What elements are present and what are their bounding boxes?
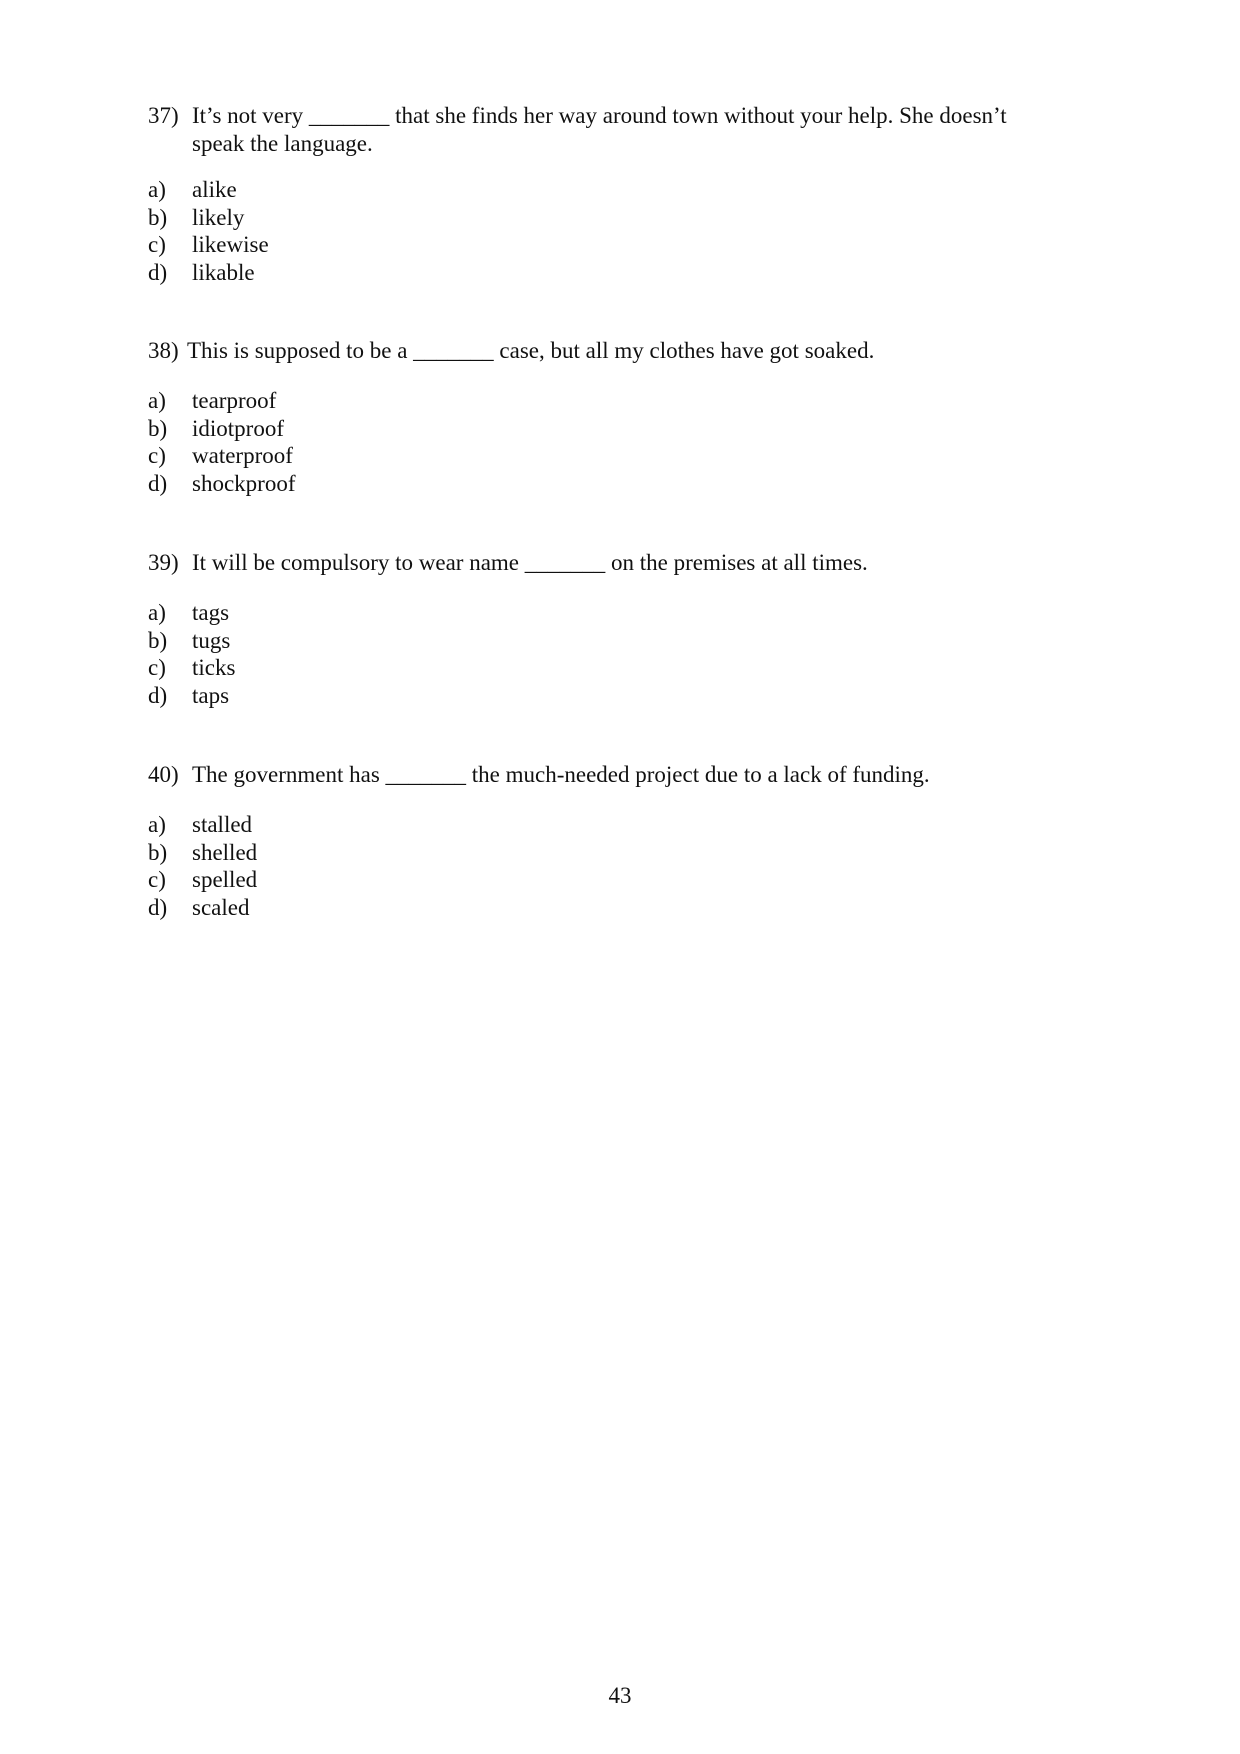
option-c[interactable] [148,442,1068,470]
option-text: tearproof [192,388,277,413]
question-stem [148,337,1068,365]
question-text: It’s not very _______ that she finds her way around town without your help. She doesn’t [192,103,1007,128]
option-text: stalled [192,812,253,837]
options-list [148,599,1068,709]
option-letter: c) [148,655,166,680]
option-a[interactable] [148,176,1068,204]
question-stem [148,761,1068,789]
option-letter: d) [148,894,168,920]
option-letter: b) [148,415,168,441]
question-number: 38) [148,338,179,363]
page-number: 43 [608,1683,632,1708]
option-letter: b) [148,627,168,653]
question-stem [148,102,1068,158]
option-letter: c) [148,232,166,257]
option-c[interactable] [148,231,1068,259]
option-d[interactable] [148,259,1068,287]
option-letter: d) [148,682,168,708]
question-number: 40) [148,762,179,787]
question-38 [148,337,1068,497]
option-text: ticks [192,655,236,680]
question-39 [148,549,1068,709]
option-text: idiotproof [192,415,284,441]
option-d[interactable] [148,894,1068,922]
option-text: scaled [192,894,250,920]
option-letter: c) [148,867,166,892]
options-list [148,176,1068,286]
option-letter: d) [148,470,168,496]
option-text: tugs [192,627,231,653]
option-a[interactable] [148,387,1068,415]
question-stem [148,549,1068,577]
option-text: shelled [192,839,258,865]
option-b[interactable] [148,204,1068,232]
question-number: 39) [148,550,179,575]
option-a[interactable] [148,811,1068,839]
option-text: shockproof [192,470,296,496]
option-letter: b) [148,204,168,230]
option-b[interactable] [148,415,1068,443]
option-d[interactable] [148,682,1068,710]
question-40 [148,761,1068,921]
option-a[interactable] [148,599,1068,627]
option-text: taps [192,682,230,708]
question-text-continued: speak the language. [192,131,373,156]
option-letter: c) [148,443,166,468]
option-b[interactable] [148,839,1068,867]
option-text: likable [192,259,255,285]
option-d[interactable] [148,470,1068,498]
option-letter: d) [148,259,168,285]
option-text: waterproof [192,443,293,468]
question-text: It will be compulsory to wear name _______ on the premises at all times. [192,550,868,575]
question-text: This is supposed to be a _______ case, but all my clothes have got soaked. [187,338,875,363]
option-text: likewise [192,232,269,257]
options-list [148,811,1068,921]
option-letter: a) [148,812,166,837]
option-letter: a) [148,388,166,413]
option-text: alike [192,177,237,202]
option-text: tags [192,600,230,625]
options-list [148,387,1068,497]
option-text: spelled [192,867,258,892]
option-b[interactable] [148,627,1068,655]
option-c[interactable] [148,866,1068,894]
option-letter: a) [148,600,166,625]
option-text: likely [192,204,245,230]
question-number: 37) [148,103,179,128]
question-37 [148,102,1068,286]
option-letter: b) [148,839,168,865]
question-text: The government has _______ the much-needed project due to a lack of funding. [192,762,930,787]
option-c[interactable] [148,654,1068,682]
option-letter: a) [148,177,166,202]
